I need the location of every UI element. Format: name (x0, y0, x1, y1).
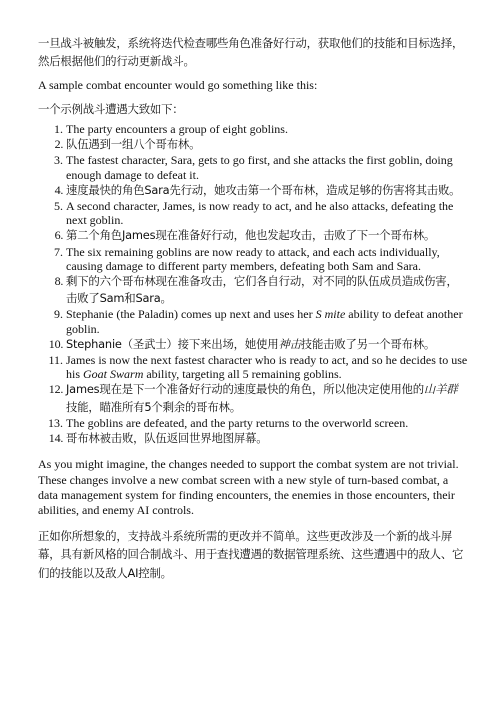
list-item-text: The party encounters a group of eight goblins. (66, 122, 288, 136)
list-item-text-before: James is now the next fastest character who is ready to act, and so he decides to use his (66, 353, 468, 382)
list-item (66, 353, 468, 381)
list-item (66, 227, 468, 244)
list-item-text-after: ability, targeting all 5 remaining goblins. (143, 367, 342, 382)
list-item-text-after: ability to defeat another goblin. (66, 307, 463, 336)
list-item-text: 第二个角色James现在准备好行动，他也发起攻击，击败了下一个哥布林。 (66, 228, 436, 243)
document-page (38, 34, 468, 583)
list-item-text-before: Stephanie (the Paladin) comes up next and uses her (66, 307, 316, 322)
list-item-text-after: 技能击败了另一个哥布林。 (300, 336, 436, 351)
list-item-text: The six remaining goblins are now ready to attack, and each acts individually, causing damage to different party members, defeating both Sam and Sara. (66, 244, 440, 273)
list-item (66, 122, 468, 136)
ability-name: 山羊群 (423, 382, 458, 397)
list-item-text-after: 技能，瞄准所有5个剩余的哥布林。 (66, 399, 241, 414)
list-item (66, 430, 468, 447)
list-item (66, 153, 468, 181)
ability-name: 神击 (278, 336, 301, 351)
list-item-text: 速度最快的角色Sara先行动，她攻击第一个哥布林，造成足够的伤害将其击败。 (66, 182, 461, 197)
intro-heading-zh: 一个示例战斗遭遇大致如下： (38, 102, 184, 116)
ability-name: Goat Swarm (83, 367, 144, 382)
list-item (66, 199, 468, 227)
outro-paragraph-zh: 正如你所想象的，支持战斗系统所需的更改并不简单。这些更改涉及一个新的战斗屏幕，具有新风格的回合制战斗、用于查找遭遇的数据管理系统、这些遭遇中的敌人、它们的技能以及敌人AI控制。 (38, 528, 464, 581)
list-item (66, 416, 468, 430)
encounter-steps-list (38, 122, 468, 447)
list-item (66, 273, 468, 307)
list-item (66, 307, 468, 335)
list-item-text: The goblins are defeated, and the party returns to the overworld screen. (66, 415, 409, 430)
outro-paragraph-en: As you might imagine, the changes needed to support the combat system are not trivial. These changes involve a new combat screen with a new style of turn-based combat, a data management system for finding encounters, the enemies in those encounters, their abilities, and enemy AI controls. (38, 457, 459, 518)
intro-paragraph-en: A sample combat encounter would go something like this: (38, 78, 318, 92)
list-item-text: 哥布林被击败，队伍返回世界地图屏幕。 (66, 431, 268, 446)
list-item-text-before: James现在是下一个准备好行动的速度最快的角色，所以他决定使用他的 (66, 382, 424, 397)
list-item-text: The fastest character, Sara, gets to go first, and she attacks the first goblin, doing enough damage to defeat it. (66, 153, 453, 182)
list-item (66, 381, 468, 415)
list-item-text: 队伍遇到一组八个哥布林。 (66, 137, 201, 152)
list-item-text: 剩下的六个哥布林现在准备攻击，它们各自行动，对不同的队伍成员造成伤害，击败了Sam和Sara。 (66, 274, 458, 306)
list-item (66, 136, 468, 153)
list-item (66, 336, 468, 353)
list-item (66, 182, 468, 199)
intro-paragraph-zh: 一旦战斗被触发，系统将迭代检查哪些角色准备好行动，获取他们的技能和目标选择，然后根据他们的行动更新战斗。 (38, 36, 464, 68)
list-item (66, 245, 468, 273)
list-item-text-before: Stephanie（圣武士）接下来出场，她使用 (66, 336, 279, 351)
list-item-text: A second character, James, is now ready to act, and he also attacks, defeating the next goblin. (66, 199, 454, 228)
ability-name: S mite (315, 307, 346, 322)
